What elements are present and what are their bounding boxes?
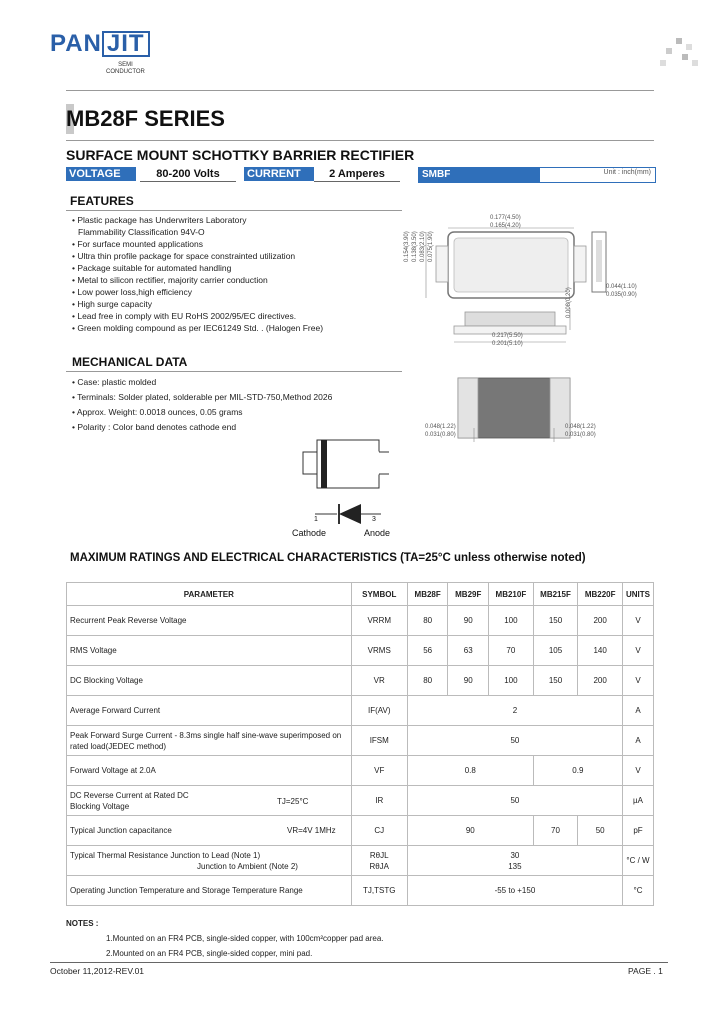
header-cell: MB29F xyxy=(448,583,489,606)
decorative-squares-icon xyxy=(656,38,700,68)
anode-label: Anode xyxy=(364,528,391,538)
dim-top-1: 0.177(4.50) xyxy=(490,215,521,221)
list-item: • High surge capacity xyxy=(72,299,152,309)
dim-right-3: 0.008(0.20) xyxy=(566,287,572,318)
footer-page: PAGE . 1 xyxy=(628,966,663,976)
list-item: • For surface mounted applications xyxy=(72,239,204,249)
symbol-cell xyxy=(351,846,407,876)
table-row xyxy=(67,786,654,816)
table-row xyxy=(67,726,654,756)
voltage-label: VOLTAGE xyxy=(66,167,136,181)
list-item: • Ultra thin profile package for space constrainted utilization xyxy=(72,251,296,261)
footer-divider xyxy=(50,962,668,963)
symbol-cell: TJ,TSTG xyxy=(351,876,407,906)
dim-left-3: 0.083(2.10) xyxy=(420,231,426,262)
header-cell: PARAMETER xyxy=(67,583,352,606)
unit-cell: V xyxy=(623,636,654,666)
value-cell: 56 xyxy=(407,636,448,666)
table-row xyxy=(67,636,654,666)
value-cell: 50 xyxy=(578,816,623,846)
mechanical-list xyxy=(72,375,332,435)
symbol-text: RθJL xyxy=(369,850,389,860)
logo-jit: JIT xyxy=(102,31,150,57)
series-title: MB28F SERIES xyxy=(66,106,225,131)
symbol-cell: VRMS xyxy=(351,636,407,666)
header-cell: MB210F xyxy=(489,583,534,606)
package-bar xyxy=(418,167,656,183)
current-value: 2 Amperes xyxy=(314,167,400,182)
value-cell: 150 xyxy=(533,606,578,636)
list-item: • Metal to silicon rectifier, majority carrier conduction xyxy=(72,275,268,285)
polarity-diagram xyxy=(295,436,405,526)
mechanical-title: MECHANICAL DATA xyxy=(72,355,188,369)
value-cell: 100 xyxy=(489,606,534,636)
features-divider xyxy=(66,210,402,211)
param-cell xyxy=(67,846,352,876)
dim-b-left-1: 0.048(1.22) xyxy=(425,424,456,430)
list-item: Flammability Classification 94V-O xyxy=(78,227,205,237)
table-header-row xyxy=(67,583,654,606)
condition-text: TJ=25°C xyxy=(277,797,309,806)
value-text: 30 xyxy=(510,850,520,860)
unit-cell: A xyxy=(623,726,654,756)
header-cell: MB215F xyxy=(533,583,578,606)
table-row xyxy=(67,666,654,696)
value-cell: 100 xyxy=(489,666,534,696)
value-cell: 105 xyxy=(533,636,578,666)
header-cell: MB220F xyxy=(578,583,623,606)
value-cell: 80 xyxy=(407,606,448,636)
pin1-label: 1 xyxy=(314,516,318,523)
symbol-text-2: RθJA xyxy=(369,861,390,871)
logo-pan: PAN xyxy=(50,30,102,57)
symbol-cell: IFSM xyxy=(351,726,407,756)
company-logo xyxy=(50,30,150,58)
param-text: DC Reverse Current at Rated DC Blocking Voltage xyxy=(70,790,189,811)
unit-cell: °C xyxy=(623,876,654,906)
list-item: • Package suitable for automated handling xyxy=(72,263,232,273)
value-cell: 140 xyxy=(578,636,623,666)
list-item: • Terminals: Solder plated, solderable per MIL-STD-750,Method 2026 xyxy=(72,392,333,402)
param-cell: Average Forward Current xyxy=(67,696,352,726)
list-item: • Lead free in comply with EU RoHS 2002/95/EC directives. xyxy=(72,311,297,321)
current-label: CURRENT xyxy=(244,167,314,181)
notes-title: NOTES : xyxy=(66,919,99,928)
dim-left-4: 0.075(1.90) xyxy=(428,231,434,262)
value-cell: 150 xyxy=(533,666,578,696)
dim-bottom-1: 0.217(5.50) xyxy=(492,333,523,339)
table-row xyxy=(67,816,654,846)
ratings-table xyxy=(66,582,654,906)
header-cell: UNITS xyxy=(623,583,654,606)
table-row xyxy=(67,846,654,876)
pin3-label: 3 xyxy=(372,516,376,523)
symbol-cell: CJ xyxy=(351,816,407,846)
unit-cell: V xyxy=(623,666,654,696)
symbol-cell: IR xyxy=(351,786,407,816)
list-item: • Polarity : Color band denotes cathode end xyxy=(72,422,237,432)
unit-cell: pF xyxy=(623,816,654,846)
value-cell: 90 xyxy=(448,606,489,636)
param-cell: Recurrent Peak Reverse Voltage xyxy=(67,606,352,636)
features-title: FEATURES xyxy=(70,194,134,208)
unit-cell: V xyxy=(623,606,654,636)
dim-b-right-1: 0.048(1.22) xyxy=(565,424,596,430)
symbol-cell: VF xyxy=(351,756,407,786)
param-cell xyxy=(67,786,352,816)
value-cell: -55 to +150 xyxy=(407,876,622,906)
value-text-2: 135 xyxy=(508,861,522,871)
unit-cell: A xyxy=(623,696,654,726)
package-outline-drawing xyxy=(410,210,660,455)
param-cell: RMS Voltage xyxy=(67,636,352,666)
value-cell: 70 xyxy=(533,816,578,846)
unit-cell: V xyxy=(623,756,654,786)
logo-subtitle xyxy=(106,62,145,76)
dim-left-1: 0.154(3.90) xyxy=(404,231,410,262)
logo-sub-line1: SEMI xyxy=(118,62,133,68)
title-divider xyxy=(66,140,654,141)
unit-label: Unit : inch(mm) xyxy=(603,169,651,176)
param-cell: Operating Junction Temperature and Storage Temperature Range xyxy=(67,876,352,906)
value-cell: 200 xyxy=(578,666,623,696)
header-divider xyxy=(66,90,654,91)
cathode-label: Cathode xyxy=(292,528,327,538)
logo-sub-line2: CONDUCTOR xyxy=(106,69,145,75)
symbol-cell: VR xyxy=(351,666,407,696)
footer-date: October 11,2012-REV.01 xyxy=(50,966,145,976)
value-cell: 50 xyxy=(407,786,622,816)
table-row xyxy=(67,756,654,786)
dim-bottom-2: 0.201(5.10) xyxy=(492,341,523,347)
dim-b-left-2: 0.031(0.80) xyxy=(425,432,456,438)
dim-b-right-2: 0.031(0.80) xyxy=(565,432,596,438)
dim-top-2: 0.165(4.20) xyxy=(490,223,521,229)
param-cell: Forward Voltage at 2.0A xyxy=(67,756,352,786)
dim-right-1: 0.044(1.10) xyxy=(606,284,637,290)
dim-right-2: 0.035(0.90) xyxy=(606,292,637,298)
param-cell: Peak Forward Surge Current - 8.3ms single half sine-wave superimposed on rated load(JEDEC method) xyxy=(67,726,352,756)
symbol-cell: IF(AV) xyxy=(351,696,407,726)
table-row xyxy=(67,696,654,726)
list-item: • Green molding compound as per IEC61249 Std. . (Halogen Free) xyxy=(72,323,324,333)
value-cell: 200 xyxy=(578,606,623,636)
list-item: • Low power loss,high efficiency xyxy=(72,287,192,297)
list-item: • Approx. Weight: 0.0018 ounces, 0.05 grams xyxy=(72,407,243,417)
value-cell: 90 xyxy=(407,816,533,846)
value-cell: 0.9 xyxy=(533,756,622,786)
dim-left-2: 0.138(3.50) xyxy=(412,231,418,262)
list-item: • Plastic package has Underwriters Laboratory xyxy=(72,215,247,225)
value-cell: 0.8 xyxy=(407,756,533,786)
param-text-2: Junction to Ambient (Note 2) xyxy=(197,861,298,871)
features-list xyxy=(72,214,323,334)
value-cell: 50 xyxy=(407,726,622,756)
symbol-cell: VRRM xyxy=(351,606,407,636)
value-cell xyxy=(407,846,622,876)
unit-cell: °C / W xyxy=(623,846,654,876)
package-label: SMBF xyxy=(419,168,540,182)
note-1: 1.Mounted on an FR4 PCB, single-sided copper, with 100cm²copper pad area. xyxy=(106,934,384,943)
value-cell: 80 xyxy=(407,666,448,696)
value-cell: 63 xyxy=(448,636,489,666)
param-cell xyxy=(67,816,352,846)
header-cell: MB28F xyxy=(407,583,448,606)
table-row xyxy=(67,876,654,906)
header-cell: SYMBOL xyxy=(351,583,407,606)
param-cell: DC Blocking Voltage xyxy=(67,666,352,696)
param-text: Typical Junction capacitance xyxy=(70,826,172,835)
list-item: • Case: plastic molded xyxy=(72,377,157,387)
table-row xyxy=(67,606,654,636)
mechanical-divider xyxy=(66,371,402,372)
ratings-title: MAXIMUM RATINGS AND ELECTRICAL CHARACTERISTICS (TA=25°C unless otherwise noted) xyxy=(70,552,586,564)
value-cell: 90 xyxy=(448,666,489,696)
voltage-value: 80-200 Volts xyxy=(140,167,236,182)
note-2: 2.Mounted on an FR4 PCB, single-sided copper, mini pad. xyxy=(106,949,313,958)
unit-cell: µA xyxy=(623,786,654,816)
product-title: SURFACE MOUNT SCHOTTKY BARRIER RECTIFIER xyxy=(66,147,415,163)
param-text: Typical Thermal Resistance Junction to Lead (Note 1) xyxy=(70,850,261,860)
condition-text: VR=4V 1MHz xyxy=(287,826,336,835)
value-cell: 70 xyxy=(489,636,534,666)
value-cell: 2 xyxy=(407,696,622,726)
